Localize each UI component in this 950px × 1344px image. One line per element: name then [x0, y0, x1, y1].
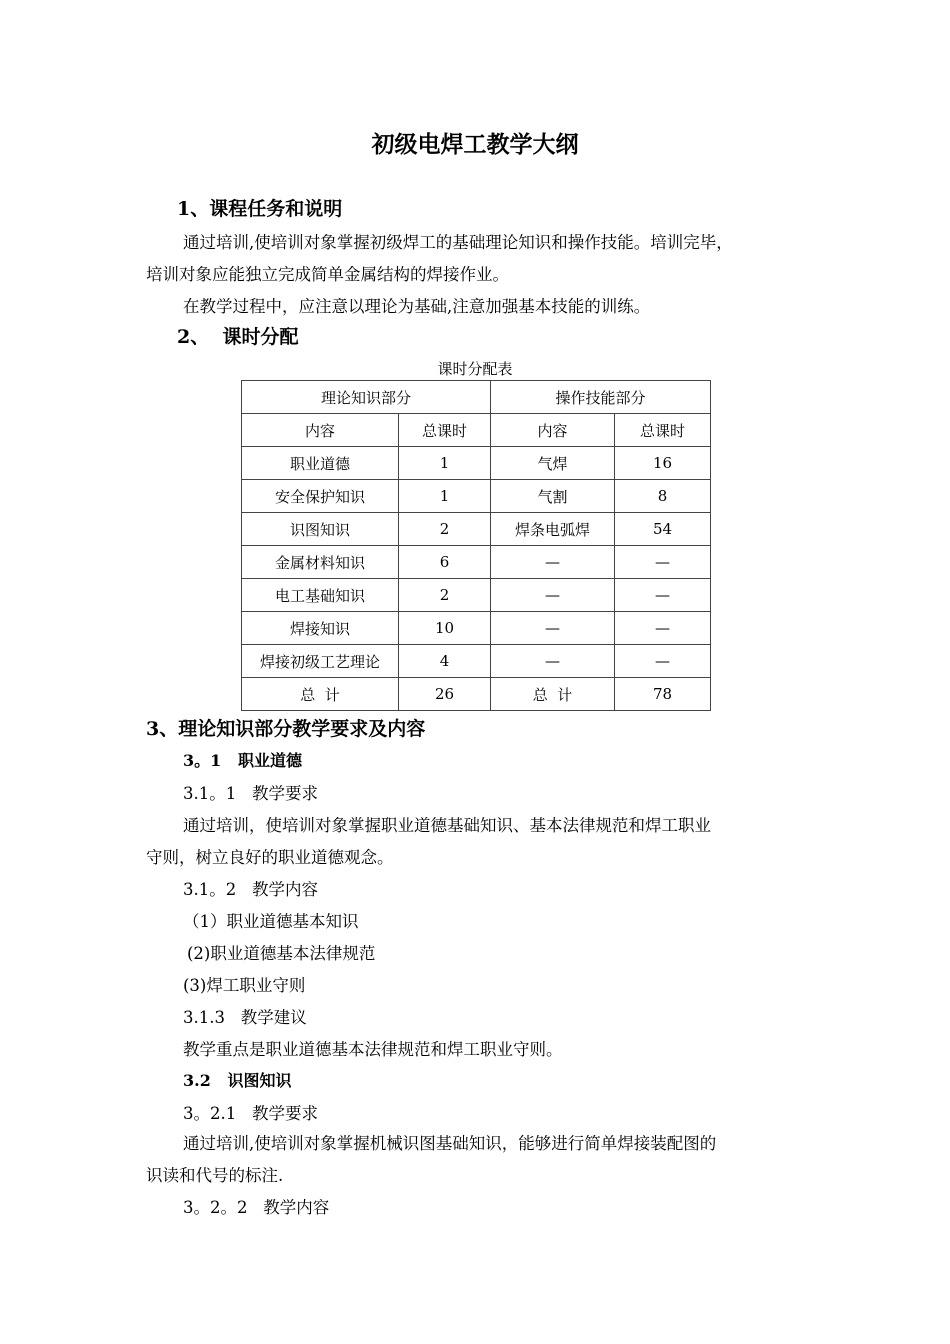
table-row — [242, 579, 711, 612]
theory-hours: 2 — [399, 579, 491, 612]
table-row — [242, 546, 711, 579]
table-group-header-row — [242, 381, 711, 414]
section-3-1-heading: 3。1 职业道德 — [183, 751, 302, 770]
section-3-2-1-text-line-2: 识读和代号的标注. — [146, 1166, 284, 1185]
theory-hours: 6 — [399, 546, 491, 579]
table-row — [242, 480, 711, 513]
list-item: (3)焊工职业守则 — [183, 976, 306, 995]
practice-hours: — — [615, 612, 711, 645]
section-3-2-2-heading: 3。2。2 教学内容 — [183, 1198, 330, 1217]
practice-hours: — — [615, 645, 711, 678]
theory-item: 电工基础知识 — [242, 579, 399, 612]
practice-item: — — [491, 612, 615, 645]
practice-item: — — [491, 579, 615, 612]
table-column-header-row — [242, 414, 711, 447]
theory-hours: 4 — [399, 645, 491, 678]
table-total-row — [242, 678, 711, 711]
practice-item: 气割 — [491, 480, 615, 513]
theory-total-label: 总 计 — [242, 678, 399, 711]
theory-item: 金属材料知识 — [242, 546, 399, 579]
list-item: （1）职业道德基本知识 — [183, 912, 359, 931]
column-header-content: 内容 — [491, 414, 615, 447]
list-item: (2)职业道德基本法律规范 — [187, 944, 376, 963]
theory-item: 识图知识 — [242, 513, 399, 546]
practice-item: 气焊 — [491, 447, 615, 480]
theory-group-header: 理论知识部分 — [242, 381, 491, 414]
theory-item: 焊接初级工艺理论 — [242, 645, 399, 678]
theory-item: 焊接知识 — [242, 612, 399, 645]
section-3-2-1-heading: 3。2.1 教学要求 — [183, 1104, 318, 1123]
table-row — [242, 447, 711, 480]
section-1-paragraph-1-line-1: 通过培训,使培训对象掌握初级焊工的基础理论知识和操作技能。培训完毕， — [183, 233, 733, 252]
section-3-1-2-heading: 3.1。2 教学内容 — [183, 880, 318, 899]
section-3-2-heading: 3.2 识图知识 — [183, 1071, 292, 1090]
practice-hours: 16 — [615, 447, 711, 480]
theory-hours: 1 — [399, 447, 491, 480]
theory-item: 安全保护知识 — [242, 480, 399, 513]
document-title: 初级电焊工教学大纲 — [371, 131, 579, 158]
section-1-paragraph-1-line-2: 培训对象应能独立完成简单金属结构的焊接作业。 — [146, 265, 509, 284]
table-row — [242, 513, 711, 546]
table-row — [242, 645, 711, 678]
section-3-1-1-heading: 3.1。1 教学要求 — [183, 784, 318, 803]
column-header-hours: 总课时 — [399, 414, 491, 447]
table-caption: 课时分配表 — [437, 360, 513, 378]
section-3-1-1-text-line-2: 守则，树立良好的职业道德观念。 — [146, 848, 394, 867]
theory-total-hours: 26 — [399, 678, 491, 711]
practice-item: — — [491, 645, 615, 678]
section-2-heading: 2、 课时分配 — [177, 326, 299, 348]
column-header-hours: 总课时 — [615, 414, 711, 447]
section-3-1-3-text: 教学重点是职业道德基本法律规范和焊工职业守则。 — [183, 1040, 563, 1059]
section-3-heading: 3、理论知识部分教学要求及内容 — [146, 718, 426, 740]
theory-item: 职业道德 — [242, 447, 399, 480]
practice-hours: 8 — [615, 480, 711, 513]
practice-total-hours: 78 — [615, 678, 711, 711]
section-3-2-1-text-line-1: 通过培训,使培训对象掌握机械识图基础知识，能够进行简单焊接装配图的 — [183, 1134, 717, 1153]
section-3-1-1-text-line-1: 通过培训，使培训对象掌握职业道德基础知识、基本法律规范和焊工职业 — [183, 816, 711, 835]
practice-total-label: 总 计 — [491, 678, 615, 711]
section-3-1-3-heading: 3.1.3 教学建议 — [183, 1008, 307, 1027]
theory-hours: 1 — [399, 480, 491, 513]
section-1-heading: 1、课程任务和说明 — [177, 198, 343, 220]
practice-item: 焊条电弧焊 — [491, 513, 615, 546]
section-1-paragraph-2: 在教学过程中，应注意以理论为基础,注意加强基本技能的训练。 — [183, 297, 651, 316]
hours-allocation-table — [241, 380, 711, 711]
practice-hours: — — [615, 546, 711, 579]
practice-group-header: 操作技能部分 — [491, 381, 711, 414]
column-header-content: 内容 — [242, 414, 399, 447]
practice-item: — — [491, 546, 615, 579]
table-row — [242, 612, 711, 645]
practice-hours: 54 — [615, 513, 711, 546]
practice-hours: — — [615, 579, 711, 612]
theory-hours: 10 — [399, 612, 491, 645]
theory-hours: 2 — [399, 513, 491, 546]
